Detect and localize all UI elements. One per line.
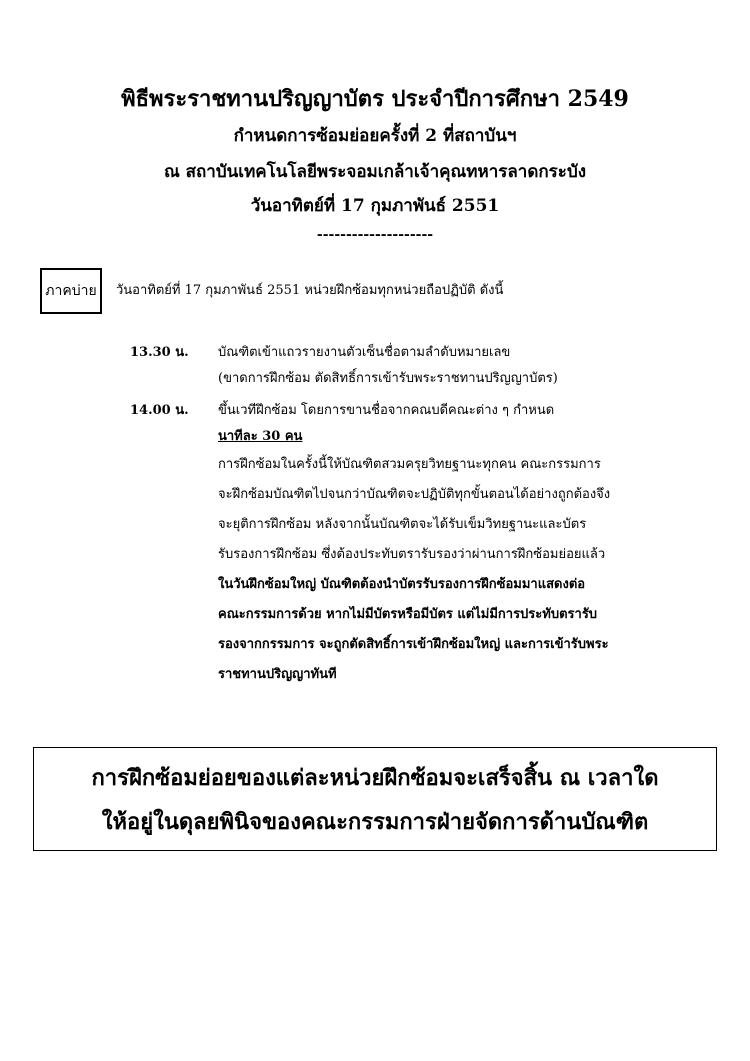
schedule-lines: [218, 340, 678, 392]
schedule-line-bold: ในวันฝึกซ้อมใหญ่ บัณฑิตต้องนำบัตรรับรองการฝึกซ้อมมาแสดงต่อ: [218, 577, 586, 592]
header-divider: --------------------: [316, 227, 434, 243]
schedule-line: การฝึกซ้อมในครั้งนี้ให้บัณฑิตสวมครุยวิทยฐานะทุกคน คณะกรรมการ: [218, 457, 601, 472]
notice-line: การฝึกซ้อมย่อยของแต่ละหน่วยฝึกซ้อมจะเสร็จสิ้น ณ เวลาใด: [91, 765, 659, 791]
schedule-line: บัณฑิตเข้าแถวรายงานตัวเซ็นชื่อตามลำดับหมายเลข: [218, 345, 511, 360]
afternoon-tag: ภาคบ่าย: [40, 268, 102, 314]
schedule-line: จะฝึกซ้อมบัณฑิตไปจนกว่าบัณฑิตจะปฏิบัติทุกขั้นตอนได้อย่างถูกต้องจึง: [218, 487, 611, 502]
ceremony-title: พิธีพระราชทานปริญญาบัตร ประจำปีการศึกษา 2549: [121, 86, 629, 112]
afternoon-intro: วันอาทิตย์ที่ 17 กุมภาพันธ์ 2551 หน่วยฝึกซ้อมทุกหน่วยถือปฏิบัติ ดังนี้: [116, 283, 504, 298]
schedule-line: ขึ้นเวทีฝึกซ้อม โดยการขานชื่อจากคณบดีคณะต่าง ๆ กำหนด: [218, 403, 555, 418]
document-header: [0, 84, 750, 243]
schedule-time: 13.30 น.: [130, 345, 189, 360]
rehearsal-subtitle: กำหนดการซ้อมย่อยครั้งที่ 2 ที่สถาบันฯ: [233, 126, 517, 146]
schedule-line-bold: รองจากกรรมการ จะถูกตัดสิทธิ์การเข้าฝึกซ้อมใหญ่ และการเข้ารับพระ: [218, 637, 609, 652]
notice-box: [33, 747, 717, 851]
schedule-line-bold: คณะกรรมการด้วย หากไม่มีบัตรหรือมีบัตร แต่ไม่มีการประทับตรารับ: [218, 607, 598, 622]
schedule-line: (ขาดการฝึกซ้อม ตัดสิทธิ์การเข้ารับพระราชทานปริญญาบัตร): [218, 371, 558, 386]
date-line: วันอาทิตย์ที่ 17 กุมภาพันธ์ 2551: [250, 196, 500, 216]
schedule-line: รับรองการฝึกซ้อม ซึ่งต้องประทับตรารับรองว่าผ่านการฝึกซ้อมย่อยแล้ว: [218, 547, 606, 562]
venue-line: ณ สถาบันเทคโนโลยีพระจอมเกล้าเจ้าคุณทหารลาดกระบัง: [163, 162, 587, 182]
schedule-line-emphasis: นาทีละ 30 คน: [218, 429, 303, 444]
schedule-lines: [218, 398, 678, 690]
schedule-time: 14.00 น.: [130, 403, 189, 418]
afternoon-section: [40, 268, 720, 318]
schedule-line-bold: ราชทานปริญญาทันที: [218, 667, 337, 682]
notice-line: ให้อยู่ในดุลยพินิจของคณะกรรมการฝ่ายจัดการด้านบัณฑิต: [101, 809, 649, 835]
schedule-line: จะยุติการฝึกซ้อม หลังจากนั้นบัณฑิตจะได้รับเข็มวิทยฐานะและบัตร: [218, 517, 587, 532]
